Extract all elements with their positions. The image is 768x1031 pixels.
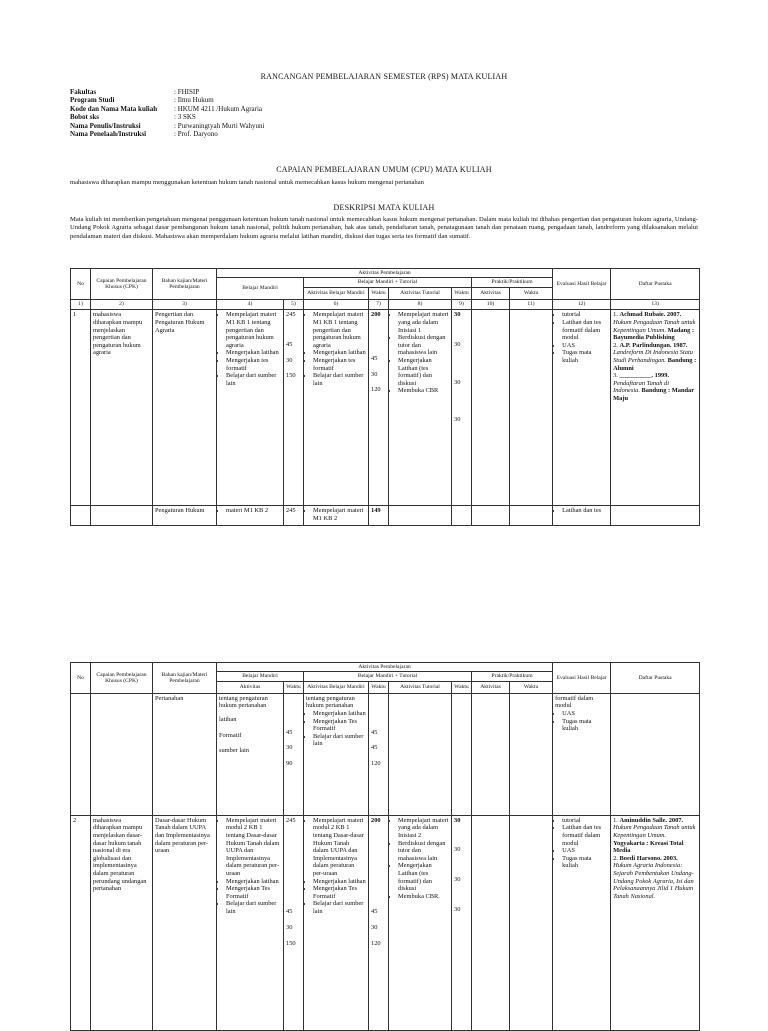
list-item: • Mengerjakan Tes Formatif (313, 718, 366, 733)
row-bmt-times (369, 693, 389, 815)
column-number: 7) (369, 299, 389, 310)
header-waktu: Waktu (369, 681, 389, 693)
reference-publisher: Yogyakarta : Kreasi Total Media (613, 839, 684, 855)
time-value: 120 (371, 760, 381, 767)
reference-author: __________. 1999. (619, 372, 670, 380)
text-line: latihan (219, 716, 237, 723)
text-line: Formatif (219, 731, 242, 739)
header-aktivitas-tutorial: Aktivitas Tutorial (389, 681, 452, 693)
list-item: • UAS (562, 710, 608, 718)
row-bmt-activities (304, 815, 369, 1030)
list-item: • Mempelajari materi M1 KB 1 tentang pengertian dan pengaturan hukum agraria (226, 311, 281, 349)
time-value: 200 (371, 816, 381, 824)
column-number: 5) (284, 299, 304, 310)
row-bm-times (284, 693, 304, 815)
reference-author: Boedi Harsono. 2003. (619, 854, 678, 862)
list-item: • Mengerjakan latihan (226, 349, 281, 357)
header-aktivitas: Aktivitas (472, 287, 510, 299)
reference-author: Achmad Rubaie. 2007. (619, 311, 682, 319)
list-item: • Belajar dari sumber lain (226, 372, 281, 387)
header-no: No (71, 269, 91, 300)
header-waktu: Waktu (452, 287, 472, 299)
meta-value: : 3 SKS (174, 113, 196, 122)
time-value: 30 (454, 416, 461, 424)
row-bahan: Pengertian dan Pengaturan Hukum Agraria (153, 310, 217, 506)
row-evaluation (553, 693, 611, 815)
meta-value: : Prof. Daryono (174, 130, 218, 139)
meta-value: : HKUM 4211 /Hukum Agraria (174, 104, 263, 113)
header-evaluasi: Evaluasi Hasil Belajar (553, 663, 611, 694)
time-value: 30 (286, 744, 293, 752)
list-item: • Mempelajari materi modul 2 KB 1 tentang Dasar-dasar Hukum Tanah dalam UUPA dan Implementasinya dalam peraturan per-uraan (226, 817, 281, 878)
row-bm-times: 245 (284, 506, 304, 526)
row-no (71, 693, 91, 815)
time-value: 245 (286, 816, 296, 824)
column-number: 3) (153, 299, 217, 310)
row-bahan: Pertanahan (153, 693, 217, 815)
list-item: • Mempelajari materi modul 2 KB 1 tentang Dasar-dasar Hukum Tanah dalam UUPA dan Implementasinya dalam peraturan per-uraan (313, 817, 366, 878)
time-value: 150 (286, 372, 296, 380)
time-value: 30 (454, 905, 461, 913)
time-value: 245 (286, 311, 296, 319)
list-item: • Tugas mata kuliah (562, 718, 608, 733)
time-value: 90 (286, 760, 293, 767)
text-line: tentang pengaturan hukum pertanahan (219, 694, 268, 710)
header-bm-tutorial: Belajar Mandiri + Tutorial (304, 672, 472, 681)
reference-item (613, 311, 697, 341)
time-value: 30 (454, 846, 461, 854)
list-item: • Mempelajari materi yang ada dalam Inisiasi 1 (398, 311, 449, 334)
list-item: • Tugas mata kuliah (562, 855, 608, 870)
list-item: • tutorial (562, 311, 608, 319)
row-bmt-times (369, 310, 389, 506)
time-value: 45 (371, 728, 378, 736)
row-cpk: mahasiswa diharapkan mampu menjelaskan dasar-dasar hukum tanah nasional di era globalisasi dan implementasinya dalam peraturan perundang undangan pertanahan (91, 815, 153, 1030)
list-item: • Latihan dan tes (562, 507, 608, 515)
row-bmt-activities (304, 693, 369, 815)
list-item: • Mempelajari materi M1 KB 1 tentang pengertian dan pengaturan hukum agraria (313, 311, 366, 349)
header-waktu: Waktu (510, 681, 553, 693)
list-item: • Berdiskusi dengan tutor dan mahasiswa lain (398, 334, 449, 357)
time-value: 200 (371, 311, 381, 319)
list-item: • Mengerjakan latihan (313, 349, 366, 357)
header-aktivitas-pembelajaran: Aktivitas Pembelajaran (217, 663, 553, 672)
list-item: • Membuka CBR. (398, 893, 449, 901)
row-bmt-times (369, 815, 389, 1030)
list-item: • Membuka CBR (398, 387, 449, 395)
header-pustaka: Daftar Pustaka (611, 663, 700, 694)
row-bahan: Dasar-dasar Hukum Tanah dalam UUPA dan Implementasinya dalam peraturan per-uraan (153, 815, 217, 1030)
row-references (611, 815, 700, 1030)
time-value: 120 (371, 386, 381, 394)
time-value: 30 (454, 378, 461, 386)
row-praktik-time (510, 815, 553, 1030)
time-value: 45 (286, 728, 293, 736)
meta-label: Nama Penelaah/Instruksi (70, 130, 147, 139)
header-cpk: Capaian Pembelajaran Khusus (CPK) (91, 663, 153, 694)
meta-label: Bobot sks (70, 113, 99, 122)
table-row (71, 815, 700, 1030)
header-waktu: Waktu (510, 287, 553, 299)
meta-value: : Purwaningtyah Murti Wahyuni (174, 121, 265, 130)
cpu-title: CAPAIAN PEMBELAJARAN UMUM (CPU) MATA KULIAH (276, 165, 492, 174)
list-item: • Mempelajari materi M1 KB 2 (313, 507, 366, 522)
time-value: 30 (454, 876, 461, 883)
document-title: RANCANGAN PEMBELAJARAN SEMESTER (RPS) MATA KULIAH (260, 72, 508, 81)
time-value: 45 (371, 355, 378, 362)
column-number: 12) (553, 299, 611, 310)
row-tutorial-times (452, 693, 472, 815)
list-item: • Mengerjakan tes formatif (226, 357, 281, 372)
reference-item (613, 817, 697, 855)
header-aktivitas: Aktivitas (472, 681, 510, 693)
header-pustaka: Daftar Pustaka (611, 269, 700, 300)
time-value: 45 (286, 908, 293, 916)
reference-title: Hukum Agraria Indonesia: Sejarah Pembentukan Undang-Undang Pokok Agraria, Isi dan Pelaksanaannya Jilid 1 Hukum Tanah Nasional. (613, 862, 694, 900)
header-evaluasi: Evaluasi Hasil Belajar (553, 269, 611, 300)
column-number: 13) (611, 299, 700, 310)
row-bm-times (284, 310, 304, 506)
header-aktivitas: Aktivitas (217, 681, 284, 693)
list-item: • Mempelajari materi yang ada dalam Inisiasi 2 (398, 817, 449, 840)
list-item: • Mengerjakan Tes Formatif (226, 885, 281, 900)
row-no: 2 (71, 815, 91, 1030)
column-number: 2) (91, 299, 153, 310)
header-bm-tutorial: Belajar Mandiri + Tutorial (304, 278, 472, 287)
list-item: • Mengerjakan latihan (313, 710, 366, 718)
time-value: 30 (286, 356, 293, 364)
row-bmt-activities (304, 506, 369, 526)
list-item: • Tugas mata kuliah (562, 349, 608, 364)
list-item: • Belajar dari sumber lain (313, 900, 366, 915)
row-references (611, 693, 700, 815)
list-item: • Mengerjakan Latihan (tes formatif) dan diskusi (398, 357, 449, 387)
header-no: No (71, 663, 91, 694)
text-line: sumber lain (219, 747, 249, 755)
table-row (71, 310, 700, 506)
time-value: 45 (371, 744, 378, 752)
row-tutorial-times (452, 815, 472, 1030)
list-item: • Belajar dari sumber lain (313, 733, 366, 748)
reference-title: Hukum Pengadaan Tanah untuk Kepentingan Umum. (613, 824, 696, 839)
column-number: 10) (472, 299, 510, 310)
header-aktivitas-pembelajaran: Aktivitas Pembelajaran (217, 269, 553, 278)
row-tutorial-times (452, 310, 472, 506)
column-number: 4) (217, 299, 284, 310)
table-row (71, 693, 700, 815)
header-aktivitas-bm: Aktivitas Belajar Mandiri (304, 681, 369, 693)
column-number: 9) (452, 299, 472, 310)
rps-table-page-1 (70, 268, 700, 526)
reference-title: Hukum Pengadaan Tanah untuk Kepentingan Umum. (613, 319, 696, 334)
row-cpk (91, 506, 153, 526)
cpu-text: mahasiswa diharapkan mampu menggunakan ketentuan hukum tanah nasional untuk memecahkan kasus hukum mengenai pertanahan (70, 179, 424, 186)
row-cpk: mahasiswa diharapkan mampu menjelaskan pengertian dan pengaturan hukum agraria (91, 310, 153, 506)
row-tutorial-activities (389, 815, 452, 1030)
row-tutorial-activities (389, 506, 452, 526)
reference-author: A.P. Parlindungan. 1987. (619, 341, 688, 349)
reference-number: 1. (613, 816, 618, 824)
row-tutorial-times (452, 506, 472, 526)
row-no: 1 (71, 310, 91, 506)
row-praktik-time (510, 506, 553, 526)
course-meta (70, 88, 265, 138)
header-cpk: Capaian Pembelajaran Khusus (CPK) (91, 269, 153, 300)
row-bm-times (284, 815, 304, 1030)
list-item: • Latihan dan tes formatif dalam modul (562, 319, 608, 342)
row-praktik (472, 693, 510, 815)
row-evaluation (553, 310, 611, 506)
list-item: • Mengerjakan Latihan (tes formatif) dan diskusi (398, 862, 449, 892)
row-bm-activities (217, 815, 284, 1030)
row-bmt-activities (304, 310, 369, 506)
row-bahan: Pengaturan Hukum (153, 506, 217, 526)
reference-item (613, 855, 697, 901)
row-praktik (472, 506, 510, 526)
column-number: 8) (389, 299, 452, 310)
time-value: 30 (371, 924, 378, 931)
table-row (71, 506, 700, 526)
time-value: 120 (371, 939, 381, 947)
meta-label: Nama Penulis/Instruksi (70, 121, 141, 130)
time-value: 30 (286, 924, 293, 931)
text-line: formatif dalam modul (555, 694, 594, 710)
header-aktivitas-bm: Aktivitas Belajar Mandiri (304, 287, 369, 299)
list-item: • Berdiskusi dengan tutor dan mahasiswa lain (398, 840, 449, 863)
reference-title: Pendaftaran Tanah di Indonesia. (613, 379, 669, 395)
reference-number: 1. (613, 311, 618, 319)
reference-number: 2. (613, 341, 618, 349)
header-aktivitas-tutorial: Aktivitas Tutorial (389, 287, 452, 299)
list-item: • Mengerjakan Tes Formatif (313, 885, 366, 900)
reference-number: 3. (613, 372, 618, 380)
row-praktik-time (510, 310, 553, 506)
list-item: • Mengerjakan tes formatif (313, 357, 366, 372)
header-belajar-mandiri: Belajar Mandiri (217, 278, 304, 299)
column-number: 11) (510, 299, 553, 310)
column-number: 1) (71, 299, 91, 310)
header-waktu: Waktu (452, 681, 472, 693)
row-tutorial-activities (389, 693, 452, 815)
header-waktu: Waktu (284, 681, 304, 693)
reference-author: Aminuddin Salle. 2007. (619, 816, 684, 824)
text-line: tentang pengaturan hukum pertanahan (306, 694, 355, 710)
row-praktik-time (510, 693, 553, 815)
list-item: • UAS (562, 342, 608, 350)
reference-publisher: Bandung : Mandar Maju (613, 387, 694, 402)
time-value: 30 (454, 311, 461, 319)
row-tutorial-activities (389, 310, 452, 506)
header-belajar-mandiri: Belajar Mandiri (217, 672, 304, 681)
list-item: • Mengerjakan latihan (313, 878, 366, 886)
list-item: • Mengerjakan latihan (226, 878, 281, 886)
row-bm-activities (217, 693, 284, 815)
description-text: Mata kuliah ini memberikan pengetahuan mengenai penggunaan ketentuan hukum tanah nasional untuk memecahkan kasus hukum mengenai pertanahan. Dalam mata kuliah ini dibahas pengertian dan pengaturan hukum agraria, Undang-Undang Pokok Agraria sebagai dasar pembangunan hukum tanah nasional, politik hukum pertanahan, hak atas tanah, pendaftaran tanah, penatagunaan tanah dan penataan ruang, pengadaan tanah, landreform yang dilaksanakan melalui pendalaman materi dan diskusi. Mahasiswa akan memperdalam hukum agraria melalui latihan mandiri, diskusi dan tugas serta tes formatif dan sumatif. (70, 216, 698, 240)
time-value: 45 (286, 341, 293, 348)
rps-table-page-2 (70, 662, 700, 1031)
reference-item (613, 342, 697, 372)
row-evaluation (553, 506, 611, 526)
row-bmt-times: 149 (369, 506, 389, 526)
row-references (611, 506, 700, 526)
row-references (611, 310, 700, 506)
list-item: • tutorial (562, 817, 608, 825)
time-value: 150 (286, 939, 296, 947)
row-bm-activities (217, 310, 284, 506)
meta-label: Program Studi (70, 96, 115, 105)
list-item: • UAS (562, 847, 608, 855)
row-praktik (472, 815, 510, 1030)
list-item: • materi M1 KB 2 (226, 507, 281, 515)
row-bm-activities (217, 506, 284, 526)
reference-item (613, 372, 697, 402)
header-bahan: Bahan kajian/Materi Pembelajaran (153, 269, 217, 300)
reference-publisher: Bandung : Alumni (613, 356, 697, 372)
time-value: 30 (454, 341, 461, 348)
header-waktu: Waktu (369, 287, 389, 299)
reference-title: Landreform Di Indonesia Statu Studi Perbandingan. (613, 349, 693, 364)
meta-value: : FHISIP (174, 88, 200, 96)
row-no (71, 506, 91, 526)
meta-label: Kode dan Nama Mata kuliah (70, 104, 158, 113)
row-evaluation (553, 815, 611, 1030)
header-bahan: Bahan kajian/Materi Pembelajaran (153, 663, 217, 694)
reference-publisher: Madang : Bayumedia Publishing (613, 326, 695, 342)
row-cpk (91, 693, 153, 815)
reference-number: 2. (613, 854, 618, 862)
description-title: DESKRIPSI MATA KULIAH (333, 203, 435, 212)
time-value: 30 (371, 370, 378, 378)
column-number: 6) (304, 299, 369, 310)
list-item: • Belajar dari sumber lain (313, 372, 366, 387)
time-value: 30 (454, 816, 461, 824)
row-praktik (472, 310, 510, 506)
header-praktik: Praktik/Praktikum (472, 672, 553, 681)
header-praktik: Praktik/Praktikum (472, 278, 553, 287)
list-item: • Latihan dan tes formatif dalam modul (562, 824, 608, 847)
meta-value: : Ilmu Hukum (174, 96, 214, 105)
time-value: 45 (371, 908, 378, 916)
meta-label: Fakultas (70, 88, 97, 96)
list-item: • Belajar dari sumber lain (226, 900, 281, 915)
